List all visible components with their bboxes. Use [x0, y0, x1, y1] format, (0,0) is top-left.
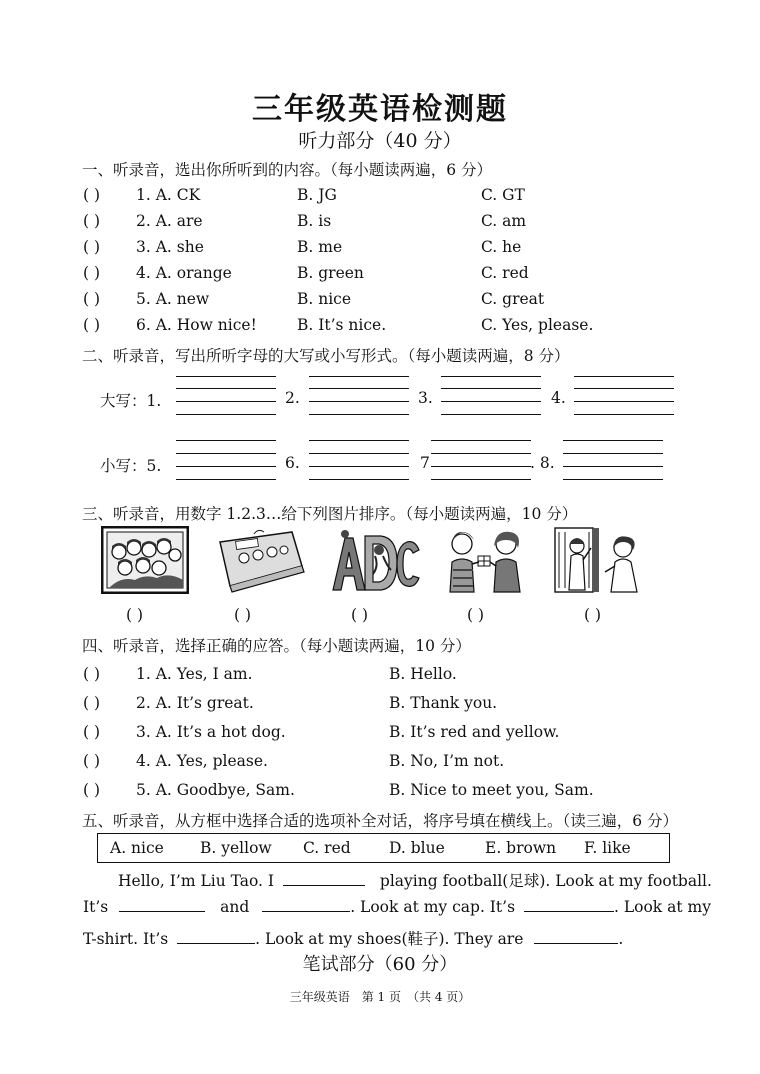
dialogue-text: T-shirt. It’s [83, 930, 169, 948]
answer-paren[interactable]: ( ) [83, 781, 101, 799]
section-2-heading: 二、听录音，写出所听字母的大写或小写形式。（每小题读两遍，8 分） [82, 347, 570, 365]
option-a: 2. A. are [136, 212, 203, 230]
fill-blank[interactable] [119, 899, 205, 912]
writing-line[interactable] [563, 479, 663, 480]
item-number: 6. [285, 454, 300, 472]
dialogue-text: and [220, 898, 250, 916]
dialogue-text: . [618, 930, 624, 948]
answer-paren[interactable]: ( ) [83, 186, 101, 204]
answer-paren[interactable]: ( ) [83, 752, 101, 770]
writing-line[interactable] [309, 466, 409, 467]
answer-paren[interactable]: ( ) [83, 212, 101, 230]
word-option: D. blue [389, 839, 445, 857]
option-b: B. Nice to meet you, Sam. [389, 781, 594, 799]
dialogue-text: Hello, I’m Liu Tao. I [118, 872, 275, 890]
writing-line[interactable] [574, 401, 674, 402]
dialogue-text: . Look at my shoes(鞋子). They are [255, 930, 524, 948]
picture-order-blank[interactable]: ( ) [584, 606, 602, 624]
writing-line[interactable] [176, 376, 276, 377]
writing-line[interactable] [176, 479, 276, 480]
page-footer: 三年级英语 第 1 页 （共 4 页） [289, 990, 471, 1004]
writing-line[interactable] [563, 453, 663, 454]
option-b: B. No, I’m not. [389, 752, 505, 770]
option-b: B. is [297, 212, 332, 230]
option-c: C. GT [481, 186, 525, 204]
option-b: B. Hello. [389, 665, 457, 683]
writing-line[interactable] [441, 401, 541, 402]
word-option: E. brown [485, 839, 557, 857]
picture-order-blank[interactable]: ( ) [126, 606, 144, 624]
option-b: B. green [297, 264, 364, 282]
writing-line[interactable] [309, 479, 409, 480]
section-1-heading: 一、听录音，选出你所听到的内容。（每小题读两遍，6 分） [82, 161, 493, 179]
item-number: 4. [551, 389, 566, 407]
item-number: 7 [420, 454, 430, 472]
writing-line[interactable] [563, 466, 663, 467]
item-number: 2. [285, 389, 300, 407]
letters-adc-picture [331, 526, 423, 594]
writing-line[interactable] [563, 440, 663, 441]
option-a: 6. A. How nice! [136, 316, 257, 334]
option-b: B. JG [297, 186, 337, 204]
answer-paren[interactable]: ( ) [83, 665, 101, 683]
door-greeting-picture [553, 526, 645, 594]
writing-line[interactable] [431, 466, 531, 467]
section-5-heading: 五、听录音，从方框中选择合适的选项补全对话，将序号填在横线上。（读三遍，6 分） [82, 812, 679, 830]
page-title: 三年级英语检测题 [252, 92, 508, 127]
two-girls-gift-picture [444, 526, 526, 594]
writing-line[interactable] [574, 388, 674, 389]
option-a: 4. A. orange [136, 264, 232, 282]
writing-line[interactable] [431, 440, 531, 441]
fill-blank[interactable] [177, 931, 255, 944]
writing-line[interactable] [176, 466, 276, 467]
written-section-title: 笔试部分（60 分） [302, 954, 458, 975]
picture-order-blank[interactable]: ( ) [467, 606, 485, 624]
answer-paren[interactable]: ( ) [83, 290, 101, 308]
dialogue-text: It’s [83, 898, 109, 916]
option-a: 5. A. new [136, 290, 210, 308]
option-b: B. nice [297, 290, 352, 308]
option-b: B. It’s red and yellow. [389, 723, 560, 741]
pencil-box-picture [214, 526, 306, 594]
writing-line[interactable] [176, 453, 276, 454]
section-3-heading: 三、听录音，用数字 1.2.3…给下列图片排序。（每小题读两遍，10 分） [82, 505, 578, 523]
option-b: B. Thank you. [389, 694, 498, 712]
fill-blank[interactable] [524, 899, 614, 912]
writing-line[interactable] [176, 388, 276, 389]
answer-paren[interactable]: ( ) [83, 264, 101, 282]
option-c: C. am [481, 212, 527, 230]
lowercase-label: 小写：5. [100, 457, 162, 475]
dialogue-line-2 [83, 898, 711, 916]
fill-blank[interactable] [262, 899, 350, 912]
writing-line[interactable] [309, 440, 409, 441]
word-option: C. red [303, 839, 351, 857]
picture-order-blank[interactable]: ( ) [351, 606, 369, 624]
writing-line[interactable] [441, 414, 541, 415]
answer-paren[interactable]: ( ) [83, 694, 101, 712]
writing-line[interactable] [176, 414, 276, 415]
writing-line[interactable] [176, 401, 276, 402]
dialogue-line-1 [118, 869, 712, 891]
word-option: A. nice [110, 839, 164, 857]
answer-paren[interactable]: ( ) [83, 723, 101, 741]
writing-line[interactable] [574, 414, 674, 415]
fill-blank[interactable] [283, 873, 365, 886]
option-c: C. he [481, 238, 522, 256]
option-c: C. red [481, 264, 529, 282]
answer-paren[interactable]: ( ) [83, 316, 101, 334]
item-number: 3. [418, 389, 433, 407]
writing-line[interactable] [309, 414, 409, 415]
option-b: B. It’s nice. [297, 316, 387, 334]
word-option: F. like [584, 839, 631, 857]
option-a: 5. A. Goodbye, Sam. [136, 781, 295, 799]
picture-order-blank[interactable]: ( ) [234, 606, 252, 624]
dialogue-text: playing football(足球). Look at my football. [379, 872, 712, 890]
writing-line[interactable] [441, 388, 541, 389]
option-a: 1. A. CK [136, 186, 201, 204]
writing-line[interactable] [431, 479, 531, 480]
answer-paren[interactable]: ( ) [83, 238, 101, 256]
uppercase-label: 大写：1. [100, 392, 162, 410]
writing-line[interactable] [574, 376, 674, 377]
fill-blank[interactable] [534, 931, 618, 944]
dialogue-text: . Look at my cap. It’s [350, 898, 516, 916]
writing-line[interactable] [309, 376, 409, 377]
option-a: 1. A. Yes, I am. [136, 665, 253, 683]
word-option: B. yellow [200, 839, 272, 857]
dialogue-text: . Look at my [613, 898, 711, 916]
option-a: 3. A. It’s a hot dog. [136, 723, 286, 741]
option-a: 4. A. Yes, please. [136, 752, 268, 770]
dialogue-line-3 [83, 927, 623, 949]
group-photo-picture [101, 526, 189, 594]
writing-line[interactable] [431, 453, 531, 454]
option-a: 3. A. she [136, 238, 204, 256]
writing-line[interactable] [309, 453, 409, 454]
section-4-heading: 四、听录音，选择正确的应答。（每小题读两遍，10 分） [82, 637, 471, 655]
item-number: . 8. [530, 454, 555, 472]
option-c: C. great [481, 290, 545, 308]
listening-section-title: 听力部分（40 分） [298, 130, 462, 152]
writing-line[interactable] [176, 440, 276, 441]
writing-line[interactable] [309, 388, 409, 389]
option-c: C. Yes, please. [481, 316, 594, 334]
writing-line[interactable] [309, 401, 409, 402]
word-bank-box [97, 833, 670, 863]
option-b: B. me [297, 238, 343, 256]
writing-line[interactable] [441, 376, 541, 377]
option-a: 2. A. It’s great. [136, 694, 254, 712]
